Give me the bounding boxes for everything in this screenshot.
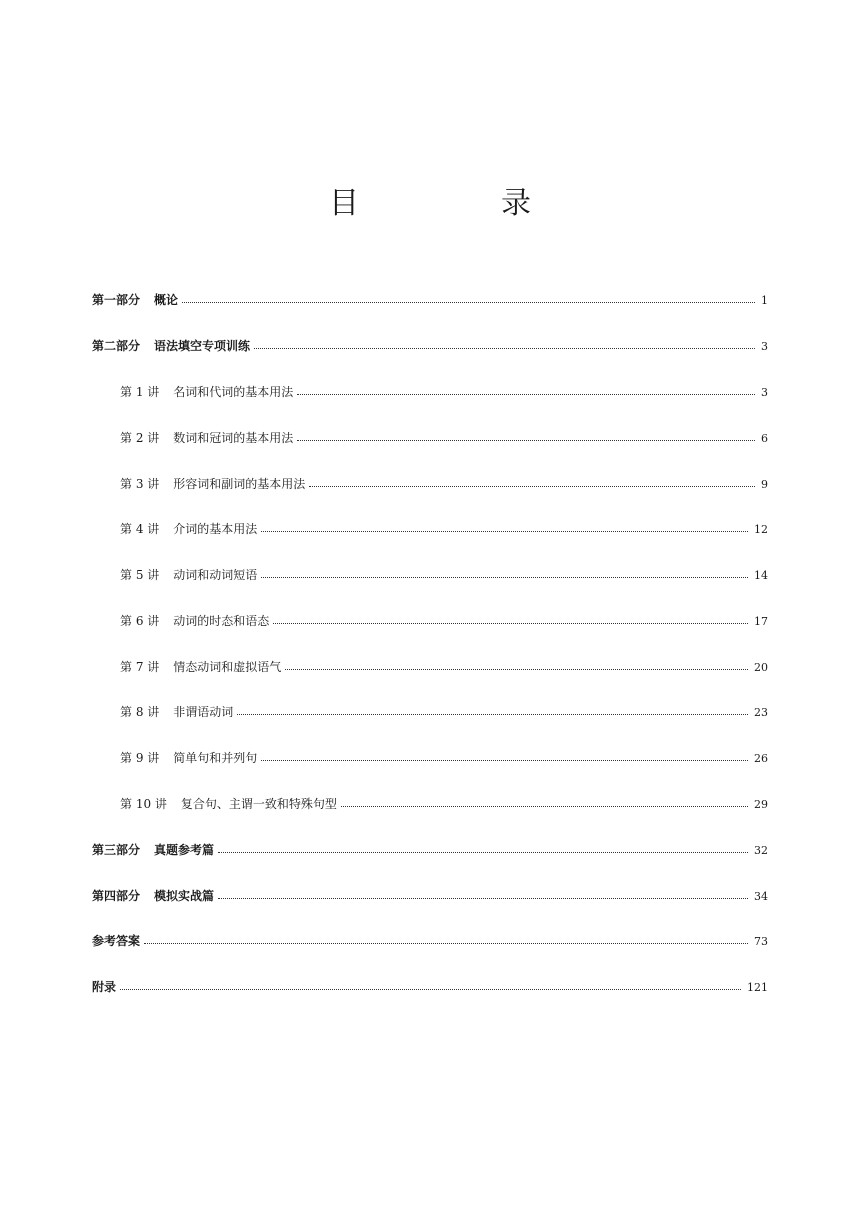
toc-entry-number: 第 2 讲 xyxy=(120,431,160,445)
toc-entry-number: 第一部分 xyxy=(92,293,141,307)
dot-leader xyxy=(273,622,748,624)
toc-entry-page: 32 xyxy=(754,844,768,857)
toc-entry-page: 73 xyxy=(754,935,768,948)
toc-entry-number: 第 6 讲 xyxy=(120,614,160,628)
toc-entry-title: 概论 xyxy=(154,293,179,307)
page-title: 目 录 xyxy=(329,186,587,221)
toc-entry-title: 介词的基本用法 xyxy=(173,522,258,536)
toc-entry-title: 形容词和副词的基本用法 xyxy=(173,477,306,491)
toc-entry-title: 参考答案 xyxy=(92,934,141,948)
toc-entry-page: 9 xyxy=(761,478,768,491)
toc-entry[interactable] xyxy=(92,978,768,998)
toc-entry-title: 附录 xyxy=(92,980,117,994)
toc-entry-title: 数词和冠词的基本用法 xyxy=(173,431,294,445)
toc-entry-title: 真题参考篇 xyxy=(154,843,215,857)
toc-entry[interactable] xyxy=(92,841,768,861)
toc-entry-number: 第 7 讲 xyxy=(120,660,160,674)
toc-entry-number: 第三部分 xyxy=(92,843,141,857)
dot-leader xyxy=(120,988,741,990)
toc-entry-page: 6 xyxy=(761,432,768,445)
toc-entry[interactable] xyxy=(120,429,768,449)
dot-leader xyxy=(341,805,748,807)
toc-entry-number: 第四部分 xyxy=(92,889,141,903)
toc-entry-page: 26 xyxy=(754,752,768,765)
dot-leader xyxy=(254,347,755,349)
toc-entry-page: 34 xyxy=(754,890,768,903)
toc-entry-number: 第 8 讲 xyxy=(120,705,160,719)
toc-entry[interactable] xyxy=(120,658,768,678)
toc-entry[interactable] xyxy=(120,520,768,540)
toc-entry-page: 23 xyxy=(754,706,768,719)
toc-entry-number: 第 3 讲 xyxy=(120,477,160,491)
toc-entry-number: 第 9 讲 xyxy=(120,751,160,765)
toc-entry-title: 语法填空专项训练 xyxy=(154,339,251,353)
toc-entry-title: 动词和动词短语 xyxy=(173,568,258,582)
toc-entry-page: 3 xyxy=(761,386,768,399)
toc-entry[interactable] xyxy=(120,749,768,769)
toc-entry-page: 17 xyxy=(754,615,768,628)
dot-leader xyxy=(297,439,755,441)
dot-leader xyxy=(182,301,755,303)
toc-entry-page: 12 xyxy=(754,523,768,536)
toc-entry-page: 121 xyxy=(747,981,768,994)
toc-entry-page: 20 xyxy=(754,661,768,674)
toc-entry-page: 14 xyxy=(754,569,768,582)
dot-leader xyxy=(218,897,748,899)
dot-leader xyxy=(309,485,755,487)
toc-entry-title: 复合句、主谓一致和特殊句型 xyxy=(180,797,337,811)
toc-entry-number: 第 10 讲 xyxy=(120,797,167,811)
toc-entry[interactable] xyxy=(120,795,768,815)
dot-leader xyxy=(297,393,755,395)
dot-leader xyxy=(285,668,748,670)
toc-entry-page: 3 xyxy=(761,340,768,353)
toc-entry[interactable] xyxy=(120,703,768,723)
toc-entry[interactable] xyxy=(92,291,768,311)
dot-leader xyxy=(144,942,748,944)
toc-entry[interactable] xyxy=(92,932,768,952)
toc-entry[interactable] xyxy=(120,612,768,632)
toc-entry-title: 情态动词和虚拟语气 xyxy=(173,660,282,674)
toc-entry[interactable] xyxy=(92,887,768,907)
toc-entry[interactable] xyxy=(120,383,768,403)
toc-entry-title: 名词和代词的基本用法 xyxy=(173,385,294,399)
toc-entry-number: 第 5 讲 xyxy=(120,568,160,582)
toc-entry[interactable] xyxy=(120,566,768,586)
toc-entry-title: 动词的时态和语态 xyxy=(173,614,270,628)
toc-entry-title: 简单句和并列句 xyxy=(173,751,258,765)
toc-entry[interactable] xyxy=(120,475,768,495)
toc-entry-page: 1 xyxy=(761,294,768,307)
dot-leader xyxy=(261,759,748,761)
dot-leader xyxy=(261,530,748,532)
toc-entry-page: 29 xyxy=(754,798,768,811)
dot-leader xyxy=(261,576,748,578)
dot-leader xyxy=(237,713,748,715)
toc-entry-number: 第二部分 xyxy=(92,339,141,353)
toc-entry-title: 模拟实战篇 xyxy=(154,889,215,903)
toc-entry-title: 非谓语动词 xyxy=(173,705,234,719)
toc-entry-number: 第 1 讲 xyxy=(120,385,160,399)
toc-entry[interactable] xyxy=(92,337,768,357)
dot-leader xyxy=(218,851,748,853)
toc-entry-number: 第 4 讲 xyxy=(120,522,160,536)
